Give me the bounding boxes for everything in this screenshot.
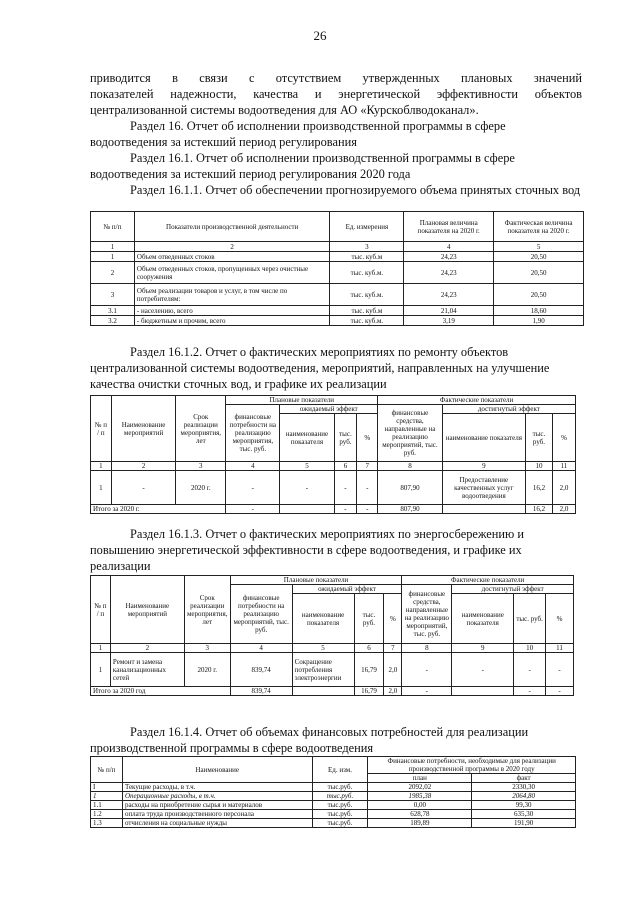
table-total-row bbox=[91, 505, 576, 514]
cell: - bbox=[546, 687, 574, 696]
cell: 3.2 bbox=[91, 316, 135, 326]
cell: 2,0 bbox=[384, 687, 402, 696]
cell: тыс. куб.м bbox=[330, 306, 404, 316]
cell: Объем отведенных стоков, пропущенных через очистные сооружения bbox=[134, 262, 330, 284]
cell: 16,2 bbox=[525, 505, 552, 514]
col-header: финансовые потребности на реализацию мероприятия, тыс. руб. bbox=[226, 405, 280, 462]
col-number: 5 bbox=[292, 644, 354, 653]
table-row bbox=[91, 284, 584, 306]
cell: 839,74 bbox=[230, 653, 292, 687]
col-header: ожидаемый эффект bbox=[280, 405, 378, 414]
cell: тыс. куб.м. bbox=[330, 262, 404, 284]
col-group-header: Фактические показатели bbox=[378, 396, 576, 405]
cell: 1.2 bbox=[91, 810, 123, 819]
col-number: 11 bbox=[546, 644, 574, 653]
cell: - bbox=[402, 653, 452, 687]
cell: 839,74 bbox=[230, 687, 292, 696]
col-header: тыс. руб. bbox=[354, 594, 384, 644]
cell: - бюджетным и прочим, всего bbox=[134, 316, 330, 326]
cell: 2 bbox=[91, 262, 135, 284]
cell: Итого за 2020 год bbox=[91, 687, 231, 696]
cell: - населению, всего bbox=[134, 306, 330, 316]
production-volume-table bbox=[90, 211, 584, 326]
cell: тыс.руб. bbox=[312, 792, 368, 801]
cell: 20,50 bbox=[494, 262, 584, 284]
cell: - bbox=[357, 471, 378, 505]
cell: - bbox=[514, 653, 546, 687]
col-header: % bbox=[553, 414, 576, 462]
table-row bbox=[91, 262, 584, 284]
table-row bbox=[91, 252, 584, 262]
cell: 18,60 bbox=[494, 306, 584, 316]
cell: тыс.руб. bbox=[312, 819, 368, 828]
section-16-1-2-heading: Раздел 16.1.2. Отчет о фактических мероприятиях по ремонту объектов централизованной системы водоотведения, мероприятий, направленных на улучшение качества очистки сточных вод, и графике их реализации bbox=[90, 345, 550, 391]
table-row bbox=[91, 819, 576, 828]
intro-paragraph bbox=[90, 70, 582, 118]
section-16-1-4-heading: Раздел 16.1.4. Отчет об объемах финансовых потребностей для реализации производственной программы в сфере водоотведения bbox=[90, 725, 529, 755]
col-header: тыс. руб. bbox=[514, 594, 546, 644]
col-number: 8 bbox=[402, 644, 452, 653]
cell: 191,90 bbox=[472, 819, 576, 828]
cell: - bbox=[357, 505, 378, 514]
cell: - bbox=[546, 653, 574, 687]
cell: 1.1 bbox=[91, 801, 123, 810]
col-number: 1 bbox=[91, 242, 135, 252]
cell: Итого за 2020 г. bbox=[91, 505, 226, 514]
col-header: достигнутый эффект bbox=[442, 405, 575, 414]
cell: Объем отведенных стоков bbox=[134, 252, 330, 262]
section-16-1-3-heading: Раздел 16.1.3. Отчет о фактических мероприятиях по энергосбережению и повышению энергетической эффективности в сфере водоотведения, и графике их реализации bbox=[90, 527, 525, 573]
cell: 1 bbox=[91, 792, 123, 801]
cell: отчисления на социальные нужды bbox=[122, 819, 312, 828]
table-row bbox=[91, 783, 576, 792]
col-number: 8 bbox=[378, 462, 443, 471]
col-header: % bbox=[357, 414, 378, 462]
repair-measures-table bbox=[90, 395, 576, 514]
col-header: № п / п bbox=[91, 576, 111, 644]
col-header: наименование показателя bbox=[280, 414, 334, 462]
cell: - bbox=[226, 505, 280, 514]
cell: тыс.руб. bbox=[312, 810, 368, 819]
cell: - bbox=[111, 471, 176, 505]
col-number: 2 bbox=[111, 462, 176, 471]
cell: 2020 г. bbox=[176, 471, 226, 505]
col-number: 1 bbox=[91, 644, 111, 653]
cell: 807,90 bbox=[378, 505, 443, 514]
col-number: 2 bbox=[134, 242, 330, 252]
cell: Сокращение потребления электроэнергии bbox=[292, 653, 354, 687]
col-header: наименование показателя bbox=[442, 414, 525, 462]
col-header: тыс. руб. bbox=[334, 414, 357, 462]
cell: 1 bbox=[91, 252, 135, 262]
cell: 635,30 bbox=[472, 810, 576, 819]
cell: - bbox=[226, 471, 280, 505]
table-row bbox=[91, 316, 584, 326]
col-header: наименование показателя bbox=[452, 594, 514, 644]
cell: - bbox=[334, 505, 357, 514]
cell: 1.3 bbox=[91, 819, 123, 828]
section-16-1-1-heading: Раздел 16.1.1. Отчет об обеспечении прогнозируемого объема принятых сточных вод bbox=[130, 183, 581, 197]
col-header: Срок реализации мероприятия, лет bbox=[184, 576, 230, 644]
table-row bbox=[91, 810, 576, 819]
col-number: 10 bbox=[514, 644, 546, 653]
cell: 2020 г. bbox=[184, 653, 230, 687]
cell: 16,2 bbox=[525, 471, 552, 505]
col-header: № п / п bbox=[91, 396, 112, 462]
cell: Операционные расходы, в т.ч. bbox=[122, 792, 312, 801]
col-header: наименование показателя bbox=[292, 594, 354, 644]
table-row bbox=[91, 792, 576, 801]
cell: 628,78 bbox=[368, 810, 472, 819]
section-16-heading: Раздел 16. Отчет об исполнении производственной программы в сфере водоотведения за истекший период регулирования bbox=[90, 119, 506, 149]
col-number: 2 bbox=[110, 644, 184, 653]
cell: 3,19 bbox=[404, 316, 494, 326]
cell: 16,79 bbox=[354, 687, 384, 696]
col-header: тыс. руб. bbox=[525, 414, 552, 462]
cell: Объем реализации товаров и услуг, в том числе по потребителям: bbox=[134, 284, 330, 306]
col-header: Наименование bbox=[122, 757, 312, 783]
cell: 1 bbox=[91, 653, 111, 687]
cell: тыс.руб. bbox=[312, 801, 368, 810]
col-header: факт bbox=[472, 774, 576, 783]
col-header: Ед. измерения bbox=[330, 212, 404, 242]
col-number: 7 bbox=[384, 644, 402, 653]
cell: оплата труда производственного персонала bbox=[122, 810, 312, 819]
col-number: 4 bbox=[404, 242, 494, 252]
cell: 2064,80 bbox=[472, 792, 576, 801]
cell: 2330,30 bbox=[472, 783, 576, 792]
table-row bbox=[91, 653, 574, 687]
cell: 1985,38 bbox=[368, 792, 472, 801]
cell: I bbox=[91, 783, 123, 792]
table-total-row bbox=[91, 687, 574, 696]
cell: 2,0 bbox=[553, 471, 576, 505]
col-number: 7 bbox=[357, 462, 378, 471]
cell: - bbox=[452, 653, 514, 687]
col-number: 1 bbox=[91, 462, 112, 471]
col-header: Наименование мероприятий bbox=[110, 576, 184, 644]
col-group-header: Плановые показатели bbox=[230, 576, 402, 585]
cell: - bbox=[280, 471, 334, 505]
col-number: 11 bbox=[553, 462, 576, 471]
col-number: 3 bbox=[176, 462, 226, 471]
cell: 24,23 bbox=[404, 252, 494, 262]
cell: 21,04 bbox=[404, 306, 494, 316]
cell: 20,50 bbox=[494, 252, 584, 262]
intro-line: приводится в связи с отсутствием утвержденных плановых значений bbox=[90, 71, 582, 85]
col-number: 6 bbox=[354, 644, 384, 653]
cell: 3 bbox=[91, 284, 135, 306]
col-number: 5 bbox=[280, 462, 334, 471]
table-row bbox=[91, 801, 576, 810]
cell: 2092,02 bbox=[368, 783, 472, 792]
cell: Текущие расходы, в т.ч. bbox=[122, 783, 312, 792]
table-row bbox=[91, 471, 576, 505]
col-header: Фактическая величина показателя на 2020 г. bbox=[494, 212, 584, 242]
col-number: 6 bbox=[334, 462, 357, 471]
cell: 3.1 bbox=[91, 306, 135, 316]
col-number: 4 bbox=[226, 462, 280, 471]
col-header: № п/п bbox=[91, 757, 123, 783]
energy-measures-table bbox=[90, 575, 574, 696]
col-header: Срок реализации мероприятия, лет bbox=[176, 396, 226, 462]
cell: тыс. куб.м bbox=[330, 252, 404, 262]
cell: тыс. куб.м. bbox=[330, 316, 404, 326]
cell: Ремонт и замена канализационных сетей bbox=[110, 653, 184, 687]
col-number: 10 bbox=[525, 462, 552, 471]
cell bbox=[442, 505, 525, 514]
cell: 1 bbox=[91, 471, 112, 505]
page-number: 26 bbox=[313, 28, 327, 43]
cell: 1,90 bbox=[494, 316, 584, 326]
cell: - bbox=[402, 687, 452, 696]
intro-line: показателей надежности, качества и энергетической эффективности объектов bbox=[90, 87, 582, 101]
cell: 2,0 bbox=[384, 653, 402, 687]
cell: тыс.руб. bbox=[312, 783, 368, 792]
cell bbox=[280, 505, 334, 514]
cell: - bbox=[334, 471, 357, 505]
section-16-1-heading: Раздел 16.1. Отчет об исполнении производственной программы в сфере водоотведения за истекший период регулирования 2020 года bbox=[90, 151, 515, 181]
intro-line: централизованной системы водоотведения для АО «Курскоблводоканал». bbox=[90, 103, 479, 117]
cell: 24,23 bbox=[404, 262, 494, 284]
col-header: Плановая величина показателя на 2020 г. bbox=[404, 212, 494, 242]
cell: 807,90 bbox=[378, 471, 443, 505]
col-header: достигнутый эффект bbox=[452, 585, 574, 594]
col-header: % bbox=[384, 594, 402, 644]
col-group-header: Плановые показатели bbox=[226, 396, 378, 405]
cell: тыс. куб.м. bbox=[330, 284, 404, 306]
col-number: 4 bbox=[230, 644, 292, 653]
cell: 20,50 bbox=[494, 284, 584, 306]
col-group-header: Финансовые потребности, необходимые для реализации производственной программы в 2020 году bbox=[368, 757, 576, 774]
financial-needs-table bbox=[90, 756, 576, 828]
col-header: № п/п bbox=[91, 212, 135, 242]
col-header: план bbox=[368, 774, 472, 783]
cell bbox=[292, 687, 354, 696]
cell: 0,00 bbox=[368, 801, 472, 810]
col-number: 9 bbox=[442, 462, 525, 471]
cell: расходы на приобретение сырья и материалов bbox=[122, 801, 312, 810]
col-header: Наименование мероприятий bbox=[111, 396, 176, 462]
col-group-header: Фактические показатели bbox=[402, 576, 574, 585]
col-number: 5 bbox=[494, 242, 584, 252]
cell: - bbox=[514, 687, 546, 696]
col-header: ожидаемый эффект bbox=[292, 585, 402, 594]
cell: Предоставление качественных услуг водоотведения bbox=[442, 471, 525, 505]
col-header: % bbox=[546, 594, 574, 644]
cell: 2,0 bbox=[553, 505, 576, 514]
table-row bbox=[91, 306, 584, 316]
cell: 99,30 bbox=[472, 801, 576, 810]
cell: 189,89 bbox=[368, 819, 472, 828]
col-header: финансовые средства, направленные на реализацию мероприятий, тыс. руб. bbox=[378, 405, 443, 462]
col-number: 3 bbox=[184, 644, 230, 653]
col-number: 9 bbox=[452, 644, 514, 653]
col-number: 3 bbox=[330, 242, 404, 252]
col-header: финансовые средства, направленные на реализацию мероприятий, тыс. руб. bbox=[402, 585, 452, 644]
col-header: финансовые потребности на реализацию мероприятий, тыс. руб. bbox=[230, 585, 292, 644]
cell bbox=[452, 687, 514, 696]
cell: 16,79 bbox=[354, 653, 384, 687]
cell: 24,23 bbox=[404, 284, 494, 306]
col-header: Показатели производственной деятельности bbox=[134, 212, 330, 242]
col-header: Ед. изм. bbox=[312, 757, 368, 783]
